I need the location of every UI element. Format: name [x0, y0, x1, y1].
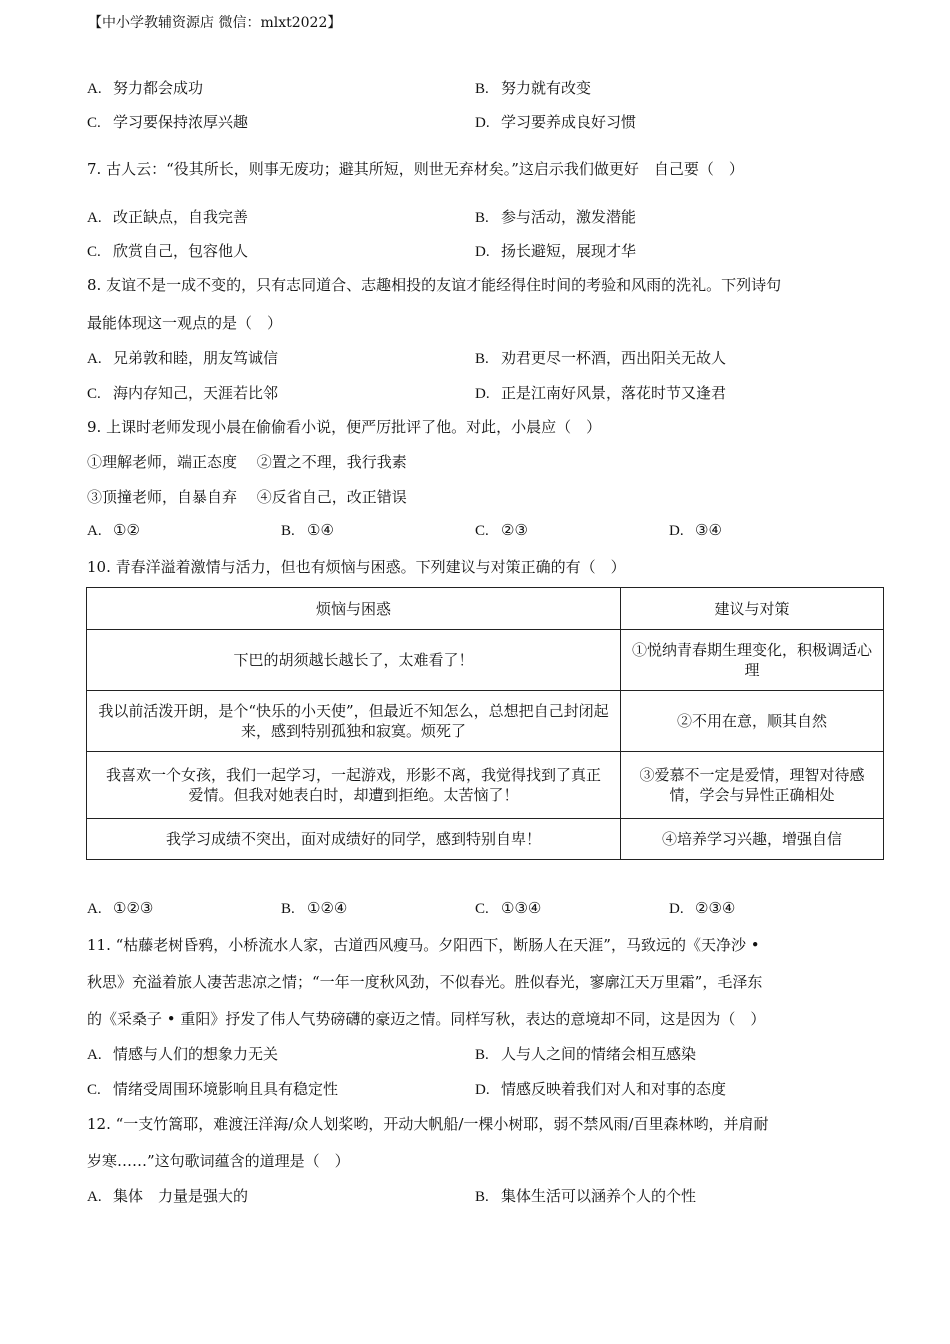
q7-option-c: [87, 240, 248, 261]
option-text: ②③: [501, 521, 528, 539]
q10-option-d: [669, 899, 735, 918]
q6-option-b: [475, 77, 591, 98]
q9-option-d: [669, 521, 722, 540]
option-letter: B.: [475, 1189, 489, 1205]
option-text: 学习要养成良好习惯: [501, 113, 637, 131]
q10-option-a: [87, 899, 153, 918]
q9-items-line2: ③顶撞老师，自暴自弃 ④反省自己，改正错误: [87, 488, 407, 506]
q11-option-a: [87, 1043, 278, 1064]
option-text: ①②③: [113, 899, 154, 917]
option-letter: B.: [281, 523, 295, 539]
option-text: 欣赏自己，包容他人: [113, 242, 249, 260]
option-letter: A.: [87, 1047, 102, 1063]
option-text: ③④: [695, 521, 722, 539]
option-letter: A.: [87, 210, 102, 226]
option-letter: C.: [87, 244, 101, 260]
q11-option-c: [87, 1078, 338, 1099]
option-letter: D.: [669, 523, 684, 539]
option-letter: B.: [475, 351, 489, 367]
option-text: 努力都会成功: [113, 79, 204, 97]
option-letter: A.: [87, 1189, 102, 1205]
option-letter: C.: [87, 386, 101, 402]
q6-option-c: [87, 111, 248, 132]
option-text: 改正缺点，自我完善: [113, 208, 249, 226]
q8-option-c: [87, 382, 278, 403]
q11-stem-line3: 的《采桑子 • 重阳》抒发了伟人气势磅礴的豪迈之情。同样写秋，表达的意境却不同，这是因为（ ）: [87, 1010, 766, 1028]
option-letter: A.: [87, 901, 102, 917]
option-text: ①④: [307, 521, 334, 539]
q10-option-b: [281, 899, 347, 918]
q12-option-a: [87, 1185, 248, 1206]
option-text: 参与活动，激发潜能: [501, 208, 637, 226]
q10-option-c: [475, 899, 541, 918]
option-letter: C.: [475, 523, 489, 539]
option-text: ①②: [113, 521, 140, 539]
q8-option-d: [475, 382, 726, 403]
q8-option-a: [87, 347, 278, 368]
option-letter: A.: [87, 81, 102, 97]
option-letter: A.: [87, 351, 102, 367]
table-header-cell: 烦恼与困惑: [87, 588, 621, 630]
option-text: ①③④: [501, 899, 542, 917]
q7-stem: 7. 古人云：“役其所长，则事无废功；避其所短，则世无弃材矣。”这启示我们做更好 自己要（ ）: [87, 160, 744, 178]
option-letter: C.: [87, 1082, 101, 1098]
option-text: 学习要保持浓厚兴趣: [113, 113, 249, 131]
q9-option-a: [87, 521, 140, 540]
option-text: 集体 力量是强大的: [113, 1187, 249, 1205]
option-text: 劝君更尽一杯酒，西出阳关无故人: [501, 349, 727, 367]
option-text: 情绪受周围环境影响且具有稳定性: [113, 1080, 339, 1098]
table-header-cell: 建议与对策: [621, 588, 884, 630]
table-row: [87, 630, 884, 691]
option-letter: D.: [475, 115, 490, 131]
table-cell: ①悦纳青春期生理变化，积极调适心理: [621, 630, 884, 691]
option-letter: B.: [475, 1047, 489, 1063]
option-text: 努力就有改变: [501, 79, 592, 97]
option-text: 情感与人们的想象力无关: [113, 1045, 279, 1063]
q9-items-line1: ①理解老师，端正态度 ②置之不理，我行我素: [87, 453, 407, 471]
option-letter: C.: [475, 901, 489, 917]
option-text: 兄弟敦和睦，朋友笃诚信: [113, 349, 279, 367]
table-cell: 下巴的胡须越长越长了，太难看了！: [87, 630, 621, 691]
table-header-row: [87, 588, 884, 630]
q12-stem-line2: 岁寒……”这句歌词蕴含的道理是（ ）: [87, 1152, 350, 1170]
option-letter: D.: [475, 386, 490, 402]
q6-option-a: [87, 77, 203, 98]
option-letter: A.: [87, 523, 102, 539]
option-letter: B.: [475, 81, 489, 97]
option-text: 人与人之间的情绪会相互感染: [501, 1045, 697, 1063]
option-text: 扬长避短，展现才华: [501, 242, 637, 260]
q8-stem-line2: 最能体现这一观点的是（ ）: [87, 314, 283, 332]
table-cell: 我学习成绩不突出，面对成绩好的同学，感到特别自卑！: [87, 819, 621, 860]
page-header: 【中小学教辅资源店 微信：mlxt2022】: [88, 15, 342, 31]
table-row: [87, 691, 884, 752]
q12-option-b: [475, 1185, 696, 1206]
option-text: 正是江南好风景，落花时节又逢君: [501, 384, 727, 402]
q9-option-b: [281, 521, 334, 540]
table-row: [87, 819, 884, 860]
table-row: [87, 752, 884, 819]
q10-stem: 10. 青春洋溢着激情与活力，但也有烦恼与困惑。下列建议与对策正确的有（ ）: [87, 558, 626, 576]
q8-stem-line1: 8. 友谊不是一成不变的，只有志同道合、志趣相投的友谊才能经得住时间的考验和风雨的洗礼。下列诗句: [87, 276, 782, 294]
option-letter: B.: [281, 901, 295, 917]
option-text: 海内存知己，天涯若比邻: [113, 384, 279, 402]
option-letter: D.: [669, 901, 684, 917]
option-text: ②③④: [695, 899, 736, 917]
q7-option-d: [475, 240, 636, 261]
q7-option-b: [475, 206, 636, 227]
option-text: 集体生活可以涵养个人的个性: [501, 1187, 697, 1205]
table-cell: 我以前活泼开朗，是个“快乐的小天使”，但最近不知怎么，总想把自己封闭起来，感到特别孤独和寂寞。烦死了: [87, 691, 621, 752]
q12-stem-line1: 12. “一支竹篙耶，难渡汪洋海/众人划桨哟，开动大帆船/一棵小树耶，弱不禁风雨/百里森林哟，并肩耐: [87, 1115, 769, 1133]
q7-option-a: [87, 206, 248, 227]
option-text: ①②④: [307, 899, 348, 917]
q11-option-d: [475, 1078, 726, 1099]
option-letter: D.: [475, 244, 490, 260]
table-cell: ④培养学习兴趣，增强自信: [621, 819, 884, 860]
table-cell: ③爱慕不一定是爱情，理智对待感情，学会与异性正确相处: [621, 752, 884, 819]
q6-option-d: [475, 111, 636, 132]
q9-stem: 9. 上课时老师发现小晨在偷偷看小说，便严厉批评了他。对此，小晨应（ ）: [87, 418, 602, 436]
q9-option-c: [475, 521, 528, 540]
q11-option-b: [475, 1043, 696, 1064]
table-cell: 我喜欢一个女孩，我们一起学习，一起游戏，形影不离，我觉得找到了真正 爱情。但我对她表白时，却遭到拒绝。太苦恼了！: [87, 752, 621, 819]
option-text: 情感反映着我们对人和对事的态度: [501, 1080, 727, 1098]
option-letter: B.: [475, 210, 489, 226]
table-cell: ②不用在意，顺其自然: [621, 691, 884, 752]
q11-stem-line2: 秋思》充溢着旅人凄苦悲凉之情；“一年一度秋风劲，不似春光。胜似春光，寥廓江天万里霜”，毛泽东: [87, 973, 763, 991]
option-letter: C.: [87, 115, 101, 131]
option-letter: D.: [475, 1082, 490, 1098]
q10-table: [86, 587, 884, 860]
q11-stem-line1: 11. “枯藤老树昏鸦，小桥流水人家，古道西风瘦马。夕阳西下，断肠人在天涯”，马致远的《天净沙 •: [87, 936, 760, 954]
q8-option-b: [475, 347, 726, 368]
